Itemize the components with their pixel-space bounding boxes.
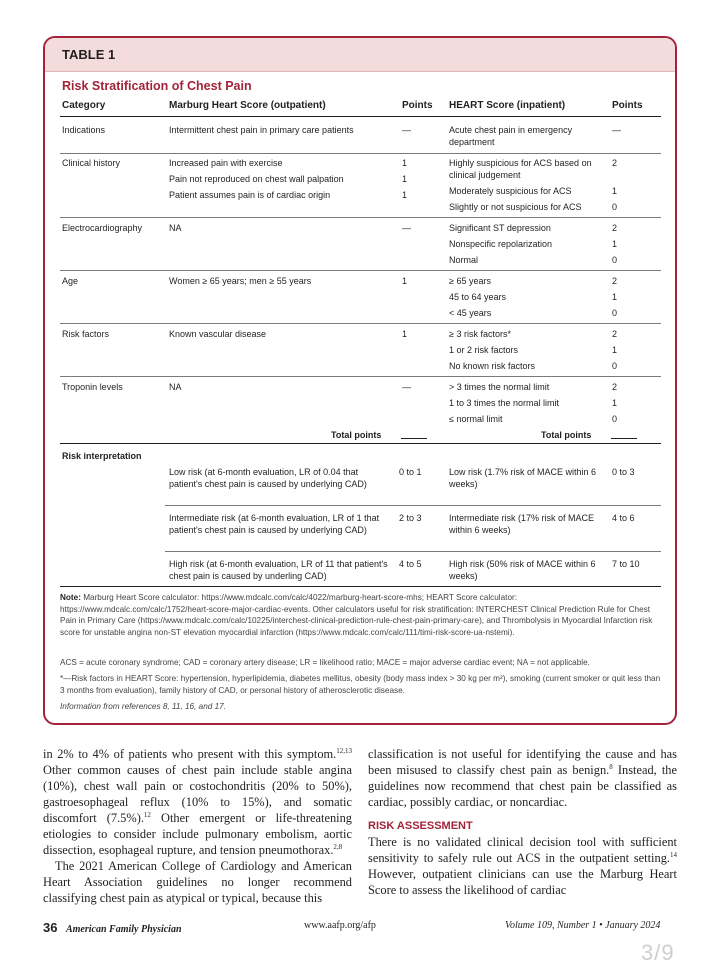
heart-points: 0 [612, 255, 618, 265]
text-run: There is no validated clinical decision tool with sufficient sensitivity to safely rule out ACS in the outpatient setting. [368, 835, 677, 865]
left-column [43, 746, 352, 906]
left-paragraph-2: The 2021 American College of Cardiology and American Heart Association guidelines no longer recommend classifying chest pain as atypical or typical, because this [43, 859, 352, 905]
col-header-marburg: Marburg Heart Score (outpatient) [169, 100, 326, 111]
citation: 8 [609, 762, 613, 771]
marburg-item: Pain not reproduced on chest wall palpation [169, 174, 344, 184]
heart-item: ≥ 3 risk factors* [449, 329, 511, 339]
heart-points: 2 [612, 382, 618, 392]
table-1 [43, 36, 677, 725]
heart-points: 2 [612, 329, 618, 339]
heart-item: Normal [449, 255, 479, 265]
table-title: Risk Stratification of Chest Pain [62, 79, 252, 93]
journal-name: American Family Physician [65, 924, 182, 935]
interp-high-marburg: High risk (at 6-month evaluation, LR of 11 that patient's chest pain is caused by underling CAD) [169, 559, 388, 581]
citation: 14 [670, 850, 677, 859]
category-electrocardiography: Electrocardiography [62, 223, 143, 233]
heart-points: 1 [612, 186, 618, 196]
heart-points: 1 [612, 345, 618, 355]
text-run: Other common causes of chest pain include stable angina (10%), chest wall pain or costochondritis (20% to 50%), gastroesophageal reflux (10% to 15%), and somatic discomfort (7.5%). [43, 763, 352, 825]
row-rule [60, 376, 661, 377]
marburg-points: 1 [402, 276, 408, 286]
text-run: However, outpatient clinicians can use the Marburg Heart Score to assess the likelihood of cardiac [368, 867, 677, 897]
heart-item: No known risk factors [449, 361, 536, 371]
interp-high-heart: High risk (50% risk of MACE within 6 weeks) [449, 559, 596, 581]
row-rule [60, 270, 661, 271]
source-note: Information from references 8, 11, 16, and 17. [60, 702, 226, 711]
heart-item: 45 to 64 years [449, 292, 507, 302]
heart-points: 0 [612, 414, 618, 424]
heart-item: ≤ normal limit [449, 414, 503, 424]
total-points-marburg-blank [401, 429, 427, 442]
table-note [60, 592, 661, 638]
right-column [368, 746, 677, 898]
volume-info: Volume 109, Number 1 • January 2024 [505, 920, 661, 931]
col-header-heart: HEART Score (inpatient) [449, 100, 566, 111]
heart-points: 1 [612, 398, 618, 408]
row-rule [165, 505, 661, 506]
right-paragraph-2 [368, 834, 677, 898]
page-footer-left [43, 920, 182, 935]
interp-high-marburg-points: 4 to 5 [399, 559, 422, 569]
journal-url: www.aafp.org/afp [304, 920, 376, 931]
page-number: 36 [43, 920, 58, 935]
interp-high-heart-points: 7 to 10 [612, 559, 640, 569]
heart-item: Acute chest pain in emergency department [449, 125, 573, 147]
heart-points: 2 [612, 223, 618, 233]
total-points-heart-label: Total points [541, 430, 592, 440]
category-risk-factors: Risk factors [62, 329, 110, 339]
heart-item: 1 or 2 risk factors [449, 345, 519, 355]
row-rule [165, 551, 661, 552]
heart-points: 0 [612, 202, 618, 212]
heart-item: 1 to 3 times the normal limit [449, 398, 560, 408]
marburg-points: 1 [402, 158, 408, 168]
heart-points: 1 [612, 292, 618, 302]
interp-low-marburg: Low risk (at 6-month evaluation, LR of 0.04 that patient's chest pain is caused by underlying CAD) [169, 467, 367, 489]
marburg-item: NA [169, 382, 182, 392]
heart-item: Highly suspicious for ACS based on clinical judgement [449, 158, 592, 180]
marburg-points: — [402, 125, 411, 135]
col-header-points-marburg: Points [402, 100, 433, 111]
citation: 12,13 [336, 746, 352, 755]
col-header-category: Category [62, 100, 106, 111]
heart-points: 2 [612, 158, 618, 168]
abbreviations-note: ACS = acute coronary syndrome; CAD = coronary artery disease; LR = likelihood ratio; MACE = major adverse cardiac event; NA = not applicable. [60, 658, 590, 667]
marburg-item: Known vascular disease [169, 329, 267, 339]
heart-item: Significant ST depression [449, 223, 551, 233]
marburg-points: 1 [402, 329, 408, 339]
interp-low-heart: Low risk (1.7% risk of MACE within 6 weeks) [449, 467, 597, 489]
col-header-points-heart: Points [612, 100, 643, 111]
total-points-heart-blank [611, 429, 637, 442]
marburg-points: — [402, 223, 411, 233]
row-rule [60, 323, 661, 324]
heart-points: — [612, 125, 621, 135]
interp-intermediate-heart-points: 4 to 6 [612, 513, 635, 523]
heart-points: 0 [612, 308, 618, 318]
heart-item: Nonspecific repolarization [449, 239, 553, 249]
interp-low-marburg-points: 0 to 1 [399, 467, 422, 477]
viewer-page-indicator: 3/9 [641, 940, 675, 965]
marburg-points: 1 [402, 190, 408, 200]
text-run: Instead, the guidelines now recommend that chest pain be classified as cardiac, possibly cardiac, or noncardiac. [368, 763, 677, 809]
heart-item: Slightly or not suspicious for ACS [449, 202, 582, 212]
heart-points: 0 [612, 361, 618, 371]
category-indications: Indications [62, 125, 106, 135]
heart-item: < 45 years [449, 308, 492, 318]
table-label: TABLE 1 [45, 38, 675, 72]
note-label: Note: [60, 593, 81, 602]
heart-points: 2 [612, 276, 618, 286]
marburg-points: — [402, 382, 411, 392]
heart-item: ≥ 65 years [449, 276, 491, 286]
notes-rule [60, 586, 661, 587]
heart-points: 1 [612, 239, 618, 249]
interp-low-heart-points: 0 to 3 [612, 467, 635, 477]
right-paragraph-1 [368, 746, 677, 810]
text-run: in 2% to 4% of patients who present with this symptom. [43, 747, 337, 761]
heart-item: > 3 times the normal limit [449, 382, 550, 392]
note-text: Marburg Heart Score calculator: https://www.mdcalc.com/calc/4022/marburg-heart-score-mhs; HEART Score calculator: https://www.mdcalc.com/calc/1752/heart-score-major-cardiac-events. Other calculators useful for risk stratification: INTERCHEST Clinical Prediction Rule for Chest Pain in Primary Care (https://www.mdcalc.com/calc/10225/interchest-clinical-prediction-rule-chest-pain-primary-care), and Thrombolysis in Myocardial Infarction risk score for unstable angina non-ST elevation myocardial infarction (https://www.mdcalc.com/calc/111/timi-risk-score-ua-nstemi). [60, 593, 653, 637]
header-rule [60, 116, 661, 117]
citation: 12 [143, 810, 151, 819]
left-paragraph-1 [43, 746, 352, 858]
interp-intermediate-marburg-points: 2 to 3 [399, 513, 422, 523]
interp-intermediate-heart: Intermediate risk (17% risk of MACE within 6 weeks) [449, 513, 595, 535]
citation: 2,8 [333, 842, 343, 851]
total-points-marburg-label: Total points [331, 430, 382, 440]
interp-intermediate-marburg: Intermediate risk (at 6-month evaluation, LR of 1 that patient's chest pain is caused by underlying CAD) [169, 513, 380, 535]
marburg-item: Patient assumes pain is of cardiac origin [169, 190, 331, 200]
marburg-item: Intermittent chest pain in primary care patients [169, 125, 354, 135]
marburg-points: 1 [402, 174, 408, 184]
heart-item: Moderately suspicious for ACS [449, 186, 572, 196]
category-clinical-history: Clinical history [62, 158, 121, 168]
section-heading-risk-assessment: RISK ASSESSMENT [368, 820, 473, 832]
marburg-item: Women ≥ 65 years; men ≥ 55 years [169, 276, 312, 286]
marburg-item: Increased pain with exercise [169, 158, 283, 168]
category-troponin: Troponin levels [62, 382, 123, 392]
text-run: classification is not useful for identifying the cause and has been misused to classify chest pain as benign. [368, 747, 677, 777]
risk-factors-footnote: *—Risk factors in HEART Score: hypertension, hyperlipidemia, diabetes mellitus, obesity (body mass index > 30 kg per m²), smoking (current smoker or quit less than 3 months from evaluation), family history of CAD, or personal history of atherosclerotic disease. [60, 674, 661, 695]
marburg-item: NA [169, 223, 182, 233]
totals-rule [60, 443, 661, 444]
row-rule [60, 153, 661, 154]
category-age: Age [62, 276, 79, 286]
text-run: Other emergent or life-threatening etiologies to consider include pulmonary embolism, aortic dissection, esophageal rupture, and tension pneumothorax. [43, 811, 352, 857]
row-rule [60, 217, 661, 218]
risk-interpretation-label: Risk interpretation [62, 451, 142, 461]
